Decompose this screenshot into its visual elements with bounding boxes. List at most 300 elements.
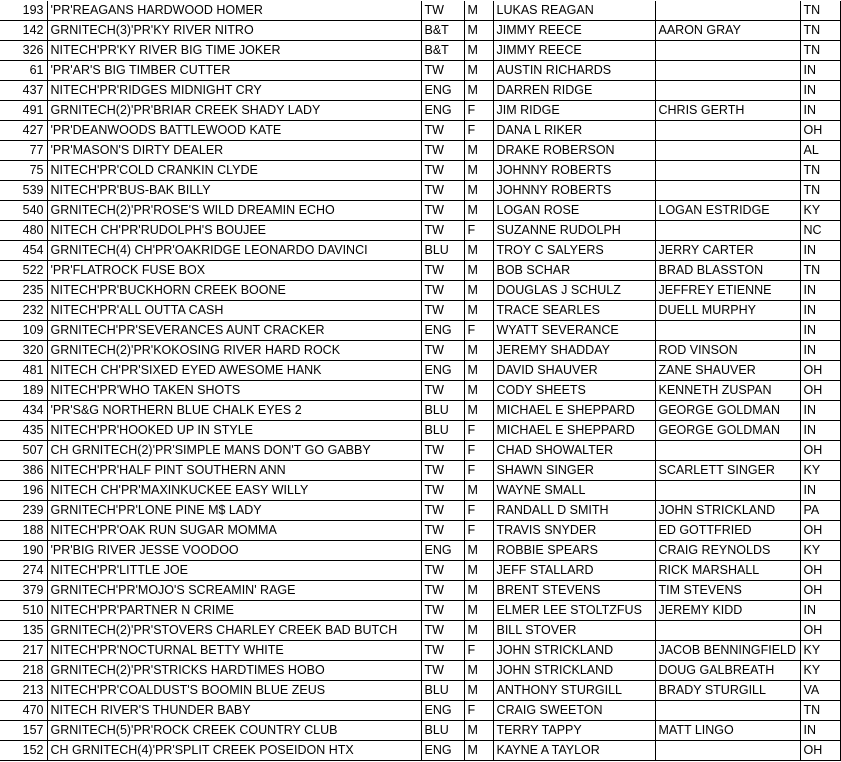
class-cell[interactable]: B&T — [421, 21, 464, 41]
state-cell[interactable]: OH — [800, 441, 840, 461]
class-cell[interactable]: TW — [421, 281, 464, 301]
sex-cell[interactable]: M — [464, 401, 493, 421]
table-row — [0, 61, 840, 81]
sex-cell[interactable]: M — [464, 481, 493, 501]
handler-cell[interactable] — [655, 181, 800, 201]
sex-cell[interactable]: F — [464, 501, 493, 521]
dog-number-cell[interactable]: 326 — [0, 41, 47, 61]
sex-cell[interactable]: M — [464, 721, 493, 741]
sex-cell[interactable]: M — [464, 141, 493, 161]
owner-cell[interactable]: DARREN RIDGE — [493, 81, 655, 101]
sex-cell[interactable]: F — [464, 101, 493, 121]
state-cell[interactable]: IN — [800, 721, 840, 741]
owner-cell[interactable]: DOUGLAS J SCHULZ — [493, 281, 655, 301]
handler-cell[interactable] — [655, 121, 800, 141]
dog-number-cell[interactable]: 77 — [0, 141, 47, 161]
dog-number-cell[interactable]: 539 — [0, 181, 47, 201]
handler-cell[interactable]: DOUG GALBREATH — [655, 661, 800, 681]
owner-cell[interactable]: JOHN STRICKLAND — [493, 661, 655, 681]
owner-cell[interactable]: ANTHONY STURGILL — [493, 681, 655, 701]
handler-cell[interactable]: GEORGE GOLDMAN — [655, 421, 800, 441]
state-cell[interactable]: VA — [800, 681, 840, 701]
owner-cell[interactable]: MICHAEL E SHEPPARD — [493, 401, 655, 421]
owner-cell[interactable]: CRAIG SWEETON — [493, 701, 655, 721]
handler-cell[interactable]: GEORGE GOLDMAN — [655, 401, 800, 421]
state-cell[interactable]: IN — [800, 341, 840, 361]
owner-cell[interactable]: JOHNNY ROBERTS — [493, 181, 655, 201]
class-cell[interactable]: BLU — [421, 681, 464, 701]
class-cell[interactable]: B&T — [421, 41, 464, 61]
dog-number-cell[interactable]: 190 — [0, 541, 47, 561]
dog-number-cell[interactable]: 510 — [0, 601, 47, 621]
sex-cell[interactable]: M — [464, 581, 493, 601]
class-cell[interactable]: TW — [421, 301, 464, 321]
dog-number-cell[interactable]: 157 — [0, 721, 47, 741]
class-cell[interactable]: ENG — [421, 81, 464, 101]
class-cell[interactable]: TW — [421, 481, 464, 501]
state-cell[interactable]: IN — [800, 481, 840, 501]
sex-cell[interactable]: M — [464, 261, 493, 281]
dog-name-cell[interactable]: 'PR'BIG RIVER JESSE VOODOO — [47, 541, 421, 561]
dog-name-cell[interactable]: 'PR'DEANWOODS BATTLEWOOD KATE — [47, 121, 421, 141]
sex-cell[interactable]: F — [464, 641, 493, 661]
dog-number-cell[interactable]: 379 — [0, 581, 47, 601]
dog-number-cell[interactable]: 437 — [0, 81, 47, 101]
state-cell[interactable]: KY — [800, 201, 840, 221]
class-cell[interactable]: TW — [421, 601, 464, 621]
class-cell[interactable]: TW — [421, 261, 464, 281]
sex-cell[interactable]: M — [464, 21, 493, 41]
table-row — [0, 41, 840, 61]
class-cell[interactable]: BLU — [421, 721, 464, 741]
table-row — [0, 401, 840, 421]
dog-number-cell[interactable]: 481 — [0, 361, 47, 381]
table-row — [0, 501, 840, 521]
handler-cell[interactable]: TIM STEVENS — [655, 581, 800, 601]
owner-cell[interactable]: BRENT STEVENS — [493, 581, 655, 601]
state-cell[interactable]: TN — [800, 701, 840, 721]
dog-name-cell[interactable]: NITECH'PR'NOCTURNAL BETTY WHITE — [47, 641, 421, 661]
state-cell[interactable]: IN — [800, 241, 840, 261]
table-row — [0, 121, 840, 141]
dog-number-cell[interactable]: 386 — [0, 461, 47, 481]
dog-name-cell[interactable]: 'PR'S&G NORTHERN BLUE CHALK EYES 2 — [47, 401, 421, 421]
table-row — [0, 301, 840, 321]
dog-name-cell[interactable]: NITECH'PR'HOOKED UP IN STYLE — [47, 421, 421, 441]
handler-cell[interactable]: RICK MARSHALL — [655, 561, 800, 581]
dog-number-cell[interactable]: 491 — [0, 101, 47, 121]
dog-number-cell[interactable]: 61 — [0, 61, 47, 81]
class-cell[interactable]: ENG — [421, 541, 464, 561]
sex-cell[interactable]: M — [464, 561, 493, 581]
dog-name-cell[interactable]: GRNITECH(2)'PR'ROSE'S WILD DREAMIN ECHO — [47, 201, 421, 221]
state-cell[interactable]: KY — [800, 541, 840, 561]
owner-cell[interactable]: WYATT SEVERANCE — [493, 321, 655, 341]
dog-name-cell[interactable]: GRNITECH'PR'SEVERANCES AUNT CRACKER — [47, 321, 421, 341]
dog-number-cell[interactable]: 109 — [0, 321, 47, 341]
dog-number-cell[interactable]: 217 — [0, 641, 47, 661]
state-cell[interactable]: IN — [800, 421, 840, 441]
sex-cell[interactable]: M — [464, 181, 493, 201]
owner-cell[interactable]: ROBBIE SPEARS — [493, 541, 655, 561]
dog-number-cell[interactable]: 188 — [0, 521, 47, 541]
table-row — [0, 81, 840, 101]
sex-cell[interactable]: F — [464, 521, 493, 541]
entries-table — [0, 1, 841, 761]
dog-name-cell[interactable]: NITECH CH'PR'RUDOLPH'S BOUJEE — [47, 221, 421, 241]
table-row — [0, 1, 840, 21]
dog-name-cell[interactable]: 'PR'FLATROCK FUSE BOX — [47, 261, 421, 281]
handler-cell[interactable] — [655, 701, 800, 721]
dog-number-cell[interactable]: 189 — [0, 381, 47, 401]
state-cell[interactable]: TN — [800, 41, 840, 61]
table-row — [0, 701, 840, 721]
state-cell[interactable]: TN — [800, 161, 840, 181]
dog-name-cell[interactable]: CH GRNITECH(4)'PR'SPLIT CREEK POSEIDON HTX — [47, 741, 421, 761]
handler-cell[interactable] — [655, 441, 800, 461]
dog-number-cell[interactable]: 239 — [0, 501, 47, 521]
handler-cell[interactable] — [655, 1, 800, 21]
state-cell[interactable]: NC — [800, 221, 840, 241]
handler-cell[interactable]: JERRY CARTER — [655, 241, 800, 261]
state-cell[interactable]: KY — [800, 661, 840, 681]
handler-cell[interactable]: JOHN STRICKLAND — [655, 501, 800, 521]
class-cell[interactable]: TW — [421, 61, 464, 81]
sex-cell[interactable]: M — [464, 1, 493, 21]
handler-cell[interactable]: DUELL MURPHY — [655, 301, 800, 321]
owner-cell[interactable]: DAVID SHAUVER — [493, 361, 655, 381]
handler-cell[interactable] — [655, 41, 800, 61]
dog-number-cell[interactable]: 522 — [0, 261, 47, 281]
dog-name-cell[interactable]: NITECH'PR'KY RIVER BIG TIME JOKER — [47, 41, 421, 61]
handler-cell[interactable] — [655, 621, 800, 641]
dog-name-cell[interactable]: GRNITECH(2)'PR'STRICKS HARDTIMES HOBO — [47, 661, 421, 681]
dog-number-cell[interactable]: 435 — [0, 421, 47, 441]
dog-name-cell[interactable]: 'PR'AR'S BIG TIMBER CUTTER — [47, 61, 421, 81]
handler-cell[interactable] — [655, 81, 800, 101]
state-cell[interactable]: TN — [800, 181, 840, 201]
handler-cell[interactable]: JEREMY KIDD — [655, 601, 800, 621]
state-cell[interactable]: IN — [800, 321, 840, 341]
table-row — [0, 661, 840, 681]
dog-name-cell[interactable]: 'PR'REAGANS HARDWOOD HOMER — [47, 1, 421, 21]
dog-number-cell[interactable]: 320 — [0, 341, 47, 361]
handler-cell[interactable]: CRAIG REYNOLDS — [655, 541, 800, 561]
handler-cell[interactable]: LOGAN ESTRIDGE — [655, 201, 800, 221]
dog-name-cell[interactable]: NITECH'PR'WHO TAKEN SHOTS — [47, 381, 421, 401]
dog-number-cell[interactable]: 196 — [0, 481, 47, 501]
owner-cell[interactable]: BILL STOVER — [493, 621, 655, 641]
table-row — [0, 141, 840, 161]
dog-name-cell[interactable]: GRNITECH(2)'PR'KOKOSING RIVER HARD ROCK — [47, 341, 421, 361]
sex-cell[interactable]: F — [464, 441, 493, 461]
class-cell[interactable]: TW — [421, 501, 464, 521]
sex-cell[interactable]: M — [464, 601, 493, 621]
class-cell[interactable]: TW — [421, 461, 464, 481]
sex-cell[interactable]: M — [464, 741, 493, 761]
dog-name-cell[interactable]: NITECH'PR'COLD CRANKIN CLYDE — [47, 161, 421, 181]
table-row — [0, 621, 840, 641]
class-cell[interactable]: BLU — [421, 421, 464, 441]
handler-cell[interactable]: BRADY STURGILL — [655, 681, 800, 701]
class-cell[interactable]: TW — [421, 561, 464, 581]
state-cell[interactable]: TN — [800, 1, 840, 21]
handler-cell[interactable]: JEFFREY ETIENNE — [655, 281, 800, 301]
class-cell[interactable]: TW — [421, 581, 464, 601]
state-cell[interactable]: IN — [800, 281, 840, 301]
state-cell[interactable]: KY — [800, 461, 840, 481]
sex-cell[interactable]: M — [464, 281, 493, 301]
table-row — [0, 321, 840, 341]
owner-cell[interactable]: JIMMY REECE — [493, 41, 655, 61]
dog-number-cell[interactable]: 480 — [0, 221, 47, 241]
sex-cell[interactable]: M — [464, 381, 493, 401]
handler-cell[interactable] — [655, 741, 800, 761]
class-cell[interactable]: TW — [421, 661, 464, 681]
class-cell[interactable]: ENG — [421, 321, 464, 341]
table-row — [0, 201, 840, 221]
sex-cell[interactable]: F — [464, 701, 493, 721]
owner-cell[interactable]: TRACE SEARLES — [493, 301, 655, 321]
owner-cell[interactable]: TERRY TAPPY — [493, 721, 655, 741]
table-row — [0, 601, 840, 621]
dog-number-cell[interactable]: 75 — [0, 161, 47, 181]
sex-cell[interactable]: M — [464, 661, 493, 681]
class-cell[interactable]: TW — [421, 161, 464, 181]
sex-cell[interactable]: M — [464, 621, 493, 641]
state-cell[interactable]: IN — [800, 61, 840, 81]
dog-name-cell[interactable]: NITECH CH'PR'SIXED EYED AWESOME HANK — [47, 361, 421, 381]
owner-cell[interactable]: SHAWN SINGER — [493, 461, 655, 481]
handler-cell[interactable]: CHRIS GERTH — [655, 101, 800, 121]
handler-cell[interactable]: ROD VINSON — [655, 341, 800, 361]
sex-cell[interactable]: M — [464, 541, 493, 561]
dog-name-cell[interactable]: NITECH'PR'COALDUST'S BOOMIN BLUE ZEUS — [47, 681, 421, 701]
owner-cell[interactable]: TRAVIS SNYDER — [493, 521, 655, 541]
class-cell[interactable]: ENG — [421, 101, 464, 121]
table-row — [0, 361, 840, 381]
sex-cell[interactable]: M — [464, 681, 493, 701]
sex-cell[interactable]: F — [464, 421, 493, 441]
dog-name-cell[interactable]: NITECH'PR'ALL OUTTA CASH — [47, 301, 421, 321]
sex-cell[interactable]: M — [464, 341, 493, 361]
class-cell[interactable]: TW — [421, 141, 464, 161]
state-cell[interactable]: KY — [800, 641, 840, 661]
handler-cell[interactable] — [655, 221, 800, 241]
dog-name-cell[interactable]: GRNITECH(4) CH'PR'OAKRIDGE LEONARDO DAVINCI — [47, 241, 421, 261]
dog-number-cell[interactable]: 427 — [0, 121, 47, 141]
class-cell[interactable]: TW — [421, 641, 464, 661]
owner-cell[interactable]: SUZANNE RUDOLPH — [493, 221, 655, 241]
table-row — [0, 161, 840, 181]
dog-name-cell[interactable]: GRNITECH(2)'PR'STOVERS CHARLEY CREEK BAD BUTCH — [47, 621, 421, 641]
state-cell[interactable]: OH — [800, 521, 840, 541]
sex-cell[interactable]: M — [464, 241, 493, 261]
state-cell[interactable]: TN — [800, 261, 840, 281]
handler-cell[interactable] — [655, 161, 800, 181]
class-cell[interactable]: ENG — [421, 741, 464, 761]
state-cell[interactable]: PA — [800, 501, 840, 521]
owner-cell[interactable]: KAYNE A TAYLOR — [493, 741, 655, 761]
owner-cell[interactable]: WAYNE SMALL — [493, 481, 655, 501]
state-cell[interactable]: OH — [800, 121, 840, 141]
handler-cell[interactable] — [655, 141, 800, 161]
dog-name-cell[interactable]: GRNITECH'PR'LONE PINE M$ LADY — [47, 501, 421, 521]
owner-cell[interactable]: AUSTIN RICHARDS — [493, 61, 655, 81]
dog-name-cell[interactable]: CH GRNITECH(2)'PR'SIMPLE MANS DON'T GO GABBY — [47, 441, 421, 461]
table-row — [0, 461, 840, 481]
handler-cell[interactable]: KENNETH ZUSPAN — [655, 381, 800, 401]
owner-cell[interactable]: BOB SCHAR — [493, 261, 655, 281]
dog-number-cell[interactable]: 235 — [0, 281, 47, 301]
sex-cell[interactable]: M — [464, 201, 493, 221]
table-row — [0, 741, 840, 761]
dog-number-cell[interactable]: 135 — [0, 621, 47, 641]
dog-number-cell[interactable]: 142 — [0, 21, 47, 41]
handler-cell[interactable]: JACOB BENNINGFIELD — [655, 641, 800, 661]
dog-name-cell[interactable]: GRNITECH(3)'PR'KY RIVER NITRO — [47, 21, 421, 41]
dog-number-cell[interactable]: 218 — [0, 661, 47, 681]
dog-name-cell[interactable]: NITECH'PR'BUS-BAK BILLY — [47, 181, 421, 201]
dog-name-cell[interactable]: NITECH'PR'HALF PINT SOUTHERN ANN — [47, 461, 421, 481]
owner-cell[interactable]: JEFF STALLARD — [493, 561, 655, 581]
class-cell[interactable]: BLU — [421, 401, 464, 421]
dog-name-cell[interactable]: NITECH'PR'LITTLE JOE — [47, 561, 421, 581]
handler-cell[interactable]: SCARLETT SINGER — [655, 461, 800, 481]
handler-cell[interactable] — [655, 61, 800, 81]
state-cell[interactable]: OH — [800, 361, 840, 381]
dog-number-cell[interactable]: 540 — [0, 201, 47, 221]
table-row — [0, 421, 840, 441]
state-cell[interactable]: OH — [800, 561, 840, 581]
table-row — [0, 561, 840, 581]
class-cell[interactable]: BLU — [421, 241, 464, 261]
sex-cell[interactable]: M — [464, 81, 493, 101]
owner-cell[interactable]: JOHN STRICKLAND — [493, 641, 655, 661]
sex-cell[interactable]: M — [464, 61, 493, 81]
dog-number-cell[interactable]: 454 — [0, 241, 47, 261]
handler-cell[interactable]: MATT LINGO — [655, 721, 800, 741]
state-cell[interactable]: OH — [800, 381, 840, 401]
table-row — [0, 341, 840, 361]
table-row — [0, 101, 840, 121]
table-row — [0, 381, 840, 401]
state-cell[interactable]: IN — [800, 601, 840, 621]
class-cell[interactable]: TW — [421, 621, 464, 641]
sex-cell[interactable]: F — [464, 461, 493, 481]
owner-cell[interactable]: LUKAS REAGAN — [493, 1, 655, 21]
dog-name-cell[interactable]: NITECH'PR'RIDGES MIDNIGHT CRY — [47, 81, 421, 101]
dog-number-cell[interactable]: 434 — [0, 401, 47, 421]
owner-cell[interactable]: DANA L RIKER — [493, 121, 655, 141]
class-cell[interactable]: TW — [421, 341, 464, 361]
owner-cell[interactable]: RANDALL D SMITH — [493, 501, 655, 521]
owner-cell[interactable]: CODY SHEETS — [493, 381, 655, 401]
owner-cell[interactable]: ELMER LEE STOLTZFUS — [493, 601, 655, 621]
class-cell[interactable]: TW — [421, 521, 464, 541]
class-cell[interactable]: TW — [421, 381, 464, 401]
class-cell[interactable]: TW — [421, 1, 464, 21]
class-cell[interactable]: ENG — [421, 701, 464, 721]
table-row — [0, 581, 840, 601]
class-cell[interactable]: TW — [421, 181, 464, 201]
state-cell[interactable]: IN — [800, 301, 840, 321]
state-cell[interactable]: OH — [800, 581, 840, 601]
table-row — [0, 241, 840, 261]
dog-number-cell[interactable]: 152 — [0, 741, 47, 761]
dog-number-cell[interactable]: 274 — [0, 561, 47, 581]
table-row — [0, 261, 840, 281]
table-row — [0, 541, 840, 561]
table-row — [0, 181, 840, 201]
class-cell[interactable]: ENG — [421, 361, 464, 381]
dog-name-cell[interactable]: NITECH'PR'PARTNER N CRIME — [47, 601, 421, 621]
handler-cell[interactable]: ED GOTTFRIED — [655, 521, 800, 541]
owner-cell[interactable]: LOGAN ROSE — [493, 201, 655, 221]
sex-cell[interactable]: F — [464, 121, 493, 141]
sex-cell[interactable]: M — [464, 301, 493, 321]
dog-number-cell[interactable]: 213 — [0, 681, 47, 701]
state-cell[interactable]: OH — [800, 741, 840, 761]
owner-cell[interactable]: CHAD SHOWALTER — [493, 441, 655, 461]
class-cell[interactable]: TW — [421, 121, 464, 141]
dog-number-cell[interactable]: 507 — [0, 441, 47, 461]
handler-cell[interactable]: BRAD BLASSTON — [655, 261, 800, 281]
dog-number-cell[interactable]: 470 — [0, 701, 47, 721]
table-row — [0, 521, 840, 541]
owner-cell[interactable]: TROY C SALYERS — [493, 241, 655, 261]
dog-name-cell[interactable]: 'PR'MASON'S DIRTY DEALER — [47, 141, 421, 161]
dog-name-cell[interactable]: NITECH'PR'OAK RUN SUGAR MOMMA — [47, 521, 421, 541]
dog-name-cell[interactable]: GRNITECH'PR'MOJO'S SCREAMIN' RAGE — [47, 581, 421, 601]
dog-number-cell[interactable]: 232 — [0, 301, 47, 321]
sex-cell[interactable]: M — [464, 41, 493, 61]
dog-name-cell[interactable]: GRNITECH(2)'PR'BRIAR CREEK SHADY LADY — [47, 101, 421, 121]
owner-cell[interactable]: JOHNNY ROBERTS — [493, 161, 655, 181]
owner-cell[interactable]: MICHAEL E SHEPPARD — [493, 421, 655, 441]
sex-cell[interactable]: M — [464, 361, 493, 381]
owner-cell[interactable]: JIMMY REECE — [493, 21, 655, 41]
class-cell[interactable]: TW — [421, 201, 464, 221]
table-row — [0, 221, 840, 241]
dog-name-cell[interactable]: GRNITECH(5)'PR'ROCK CREEK COUNTRY CLUB — [47, 721, 421, 741]
table-row — [0, 441, 840, 461]
dog-name-cell[interactable]: NITECH'PR'BUCKHORN CREEK BOONE — [47, 281, 421, 301]
sex-cell[interactable]: F — [464, 321, 493, 341]
sex-cell[interactable]: F — [464, 221, 493, 241]
handler-cell[interactable] — [655, 321, 800, 341]
table-row — [0, 281, 840, 301]
state-cell[interactable]: IN — [800, 101, 840, 121]
handler-cell[interactable] — [655, 481, 800, 501]
class-cell[interactable]: TW — [421, 221, 464, 241]
owner-cell[interactable]: DRAKE ROBERSON — [493, 141, 655, 161]
owner-cell[interactable]: JEREMY SHADDAY — [493, 341, 655, 361]
dog-name-cell[interactable]: NITECH RIVER'S THUNDER BABY — [47, 701, 421, 721]
state-cell[interactable]: TN — [800, 21, 840, 41]
state-cell[interactable]: IN — [800, 401, 840, 421]
dog-name-cell[interactable]: NITECH CH'PR'MAXINKUCKEE EASY WILLY — [47, 481, 421, 501]
sex-cell[interactable]: M — [464, 161, 493, 181]
class-cell[interactable]: TW — [421, 441, 464, 461]
handler-cell[interactable]: AARON GRAY — [655, 21, 800, 41]
state-cell[interactable]: IN — [800, 81, 840, 101]
state-cell[interactable]: OH — [800, 621, 840, 641]
owner-cell[interactable]: JIM RIDGE — [493, 101, 655, 121]
dog-number-cell[interactable]: 193 — [0, 1, 47, 21]
handler-cell[interactable]: ZANE SHAUVER — [655, 361, 800, 381]
state-cell[interactable]: AL — [800, 141, 840, 161]
